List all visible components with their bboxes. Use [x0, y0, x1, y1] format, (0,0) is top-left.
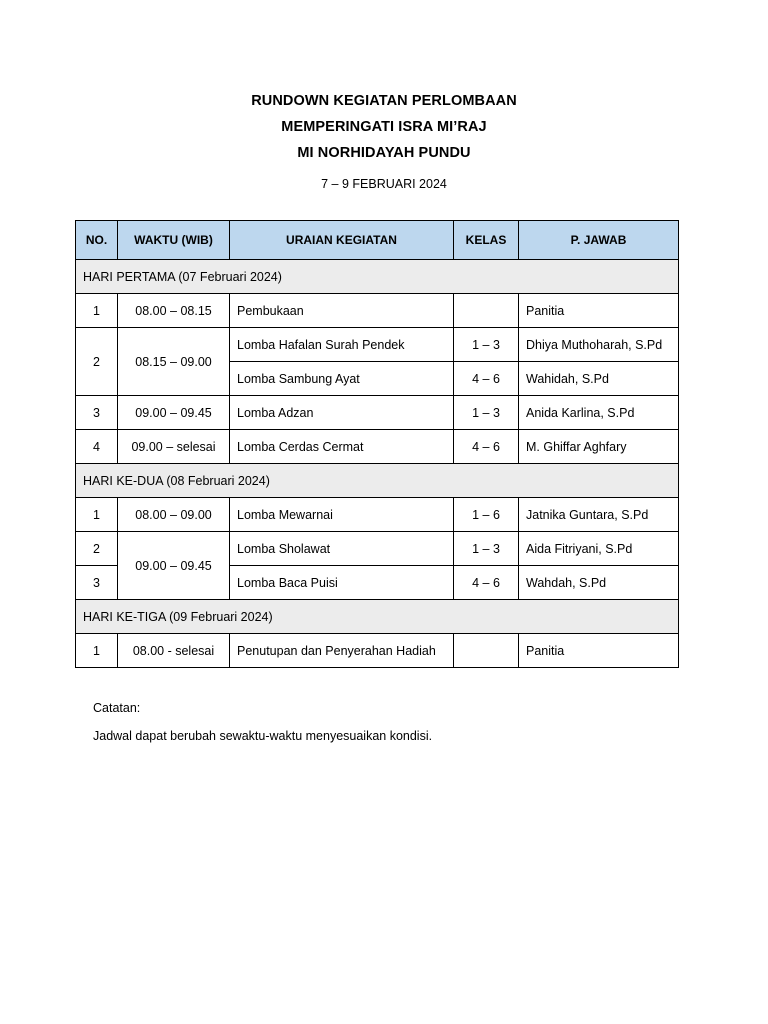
day-row-1: [76, 260, 679, 294]
cell-kelas: [454, 634, 519, 668]
cell-uraian: Lomba Mewarnai: [230, 498, 454, 532]
document-header: [0, 88, 768, 192]
cell-pjawab: Aida Fitriyani, S.Pd: [519, 532, 679, 566]
rundown-table: [75, 220, 679, 668]
header-waktu: WAKTU (WIB): [118, 221, 230, 260]
cell-kelas: 4 – 6: [454, 362, 519, 396]
cell-uraian: Lomba Sambung Ayat: [230, 362, 454, 396]
document-title-line-1: RUNDOWN KEGIATAN PERLOMBAAN: [251, 93, 517, 109]
table-header-row: [76, 221, 679, 260]
cell-pjawab: Jatnika Guntara, S.Pd: [519, 498, 679, 532]
cell-pjawab: Panitia: [519, 634, 679, 668]
cell-kelas: 1 – 3: [454, 532, 519, 566]
header-kelas: KELAS: [454, 221, 519, 260]
cell-no: 1: [76, 294, 118, 328]
day-label: HARI KE-DUA (08 Februari 2024): [76, 464, 679, 498]
cell-uraian: Lomba Cerdas Cermat: [230, 430, 454, 464]
cell-uraian: Lomba Adzan: [230, 396, 454, 430]
cell-kelas: 1 – 3: [454, 396, 519, 430]
cell-pjawab: Anida Karlina, S.Pd: [519, 396, 679, 430]
day-label: HARI PERTAMA (07 Februari 2024): [76, 260, 679, 294]
table-row: [76, 532, 679, 566]
header-no: NO.: [76, 221, 118, 260]
cell-kelas: [454, 294, 519, 328]
document-title-line-2: MEMPERINGATI ISRA MI’RAJ: [281, 119, 487, 135]
cell-waktu: 09.00 – 09.45: [118, 532, 230, 600]
event-date: 7 – 9 FEBRUARI 2024: [321, 177, 447, 191]
cell-pjawab: Panitia: [519, 294, 679, 328]
cell-no: 4: [76, 430, 118, 464]
cell-pjawab: Wahidah, S.Pd: [519, 362, 679, 396]
cell-waktu: 08.00 – 08.15: [118, 294, 230, 328]
header-pjawab: P. JAWAB: [519, 221, 679, 260]
notes-section: [93, 700, 432, 756]
cell-no: 1: [76, 498, 118, 532]
cell-waktu: 08.00 – 09.00: [118, 498, 230, 532]
cell-kelas: 4 – 6: [454, 430, 519, 464]
notes-label: Catatan:: [93, 701, 141, 715]
table-row: [76, 634, 679, 668]
table-row: [76, 498, 679, 532]
cell-waktu: 08.15 – 09.00: [118, 328, 230, 396]
table-row: [76, 396, 679, 430]
cell-uraian: Lomba Baca Puisi: [230, 566, 454, 600]
cell-no: 3: [76, 396, 118, 430]
cell-kelas: 1 – 3: [454, 328, 519, 362]
cell-pjawab: M. Ghiffar Aghfary: [519, 430, 679, 464]
table-row: [76, 328, 679, 362]
table-row: [76, 430, 679, 464]
cell-pjawab: Dhiya Muthoharah, S.Pd: [519, 328, 679, 362]
day-label: HARI KE-TIGA (09 Februari 2024): [76, 600, 679, 634]
notes-text: Jadwal dapat berubah sewaktu-waktu menyesuaikan kondisi.: [93, 729, 433, 743]
cell-no: 1: [76, 634, 118, 668]
cell-waktu: 09.00 – 09.45: [118, 396, 230, 430]
cell-no: 3: [76, 566, 118, 600]
document-title-line-3: MI NORHIDAYAH PUNDU: [297, 145, 471, 161]
cell-uraian: Lomba Sholawat: [230, 532, 454, 566]
cell-waktu: 08.00 - selesai: [118, 634, 230, 668]
cell-kelas: 1 – 6: [454, 498, 519, 532]
cell-uraian: Pembukaan: [230, 294, 454, 328]
day-row-2: [76, 464, 679, 498]
table-row: [76, 294, 679, 328]
cell-uraian: Penutupan dan Penyerahan Hadiah: [230, 634, 454, 668]
day-row-3: [76, 600, 679, 634]
cell-no: 2: [76, 328, 118, 396]
header-uraian: URAIAN KEGIATAN: [230, 221, 454, 260]
cell-uraian: Lomba Hafalan Surah Pendek: [230, 328, 454, 362]
cell-no: 2: [76, 532, 118, 566]
cell-waktu: 09.00 – selesai: [118, 430, 230, 464]
cell-pjawab: Wahdah, S.Pd: [519, 566, 679, 600]
cell-kelas: 4 – 6: [454, 566, 519, 600]
